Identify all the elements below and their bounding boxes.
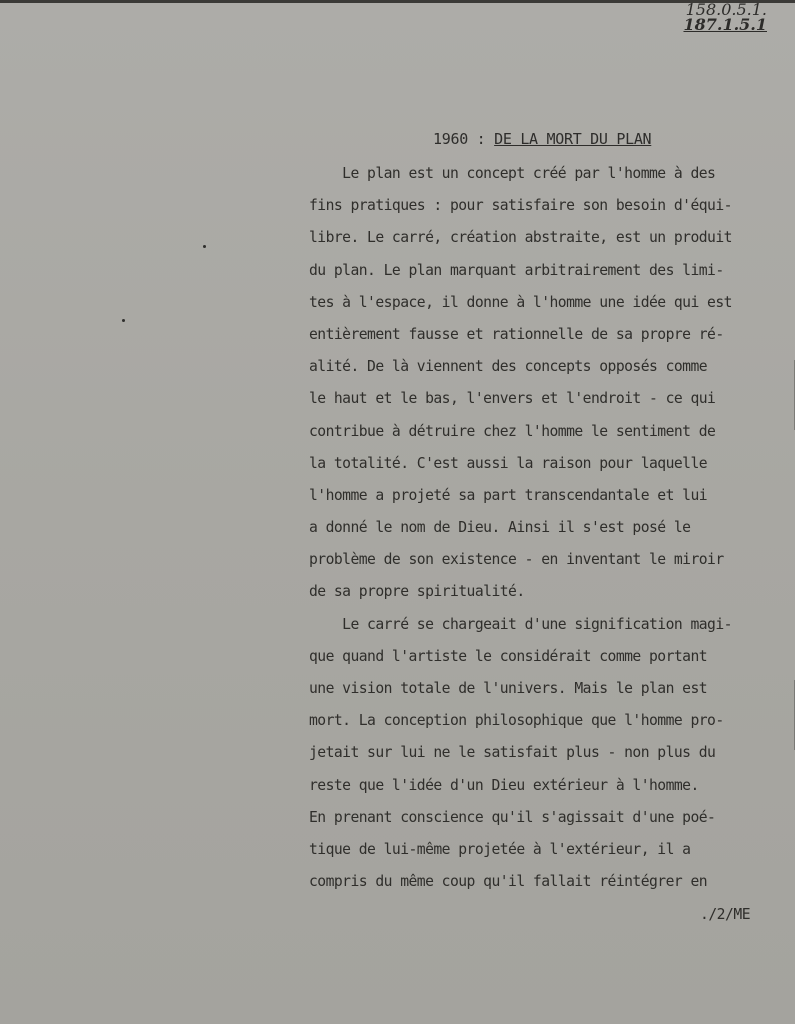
text-line: que quand l'artiste le considérait comme portant: [309, 647, 708, 665]
document-body: [309, 158, 795, 898]
archive-number-1: 158.0.5.1.: [685, 0, 767, 19]
speck: [122, 319, 125, 322]
document-title: [433, 130, 651, 148]
paper-edge-shadow: [784, 360, 795, 430]
text-line: fins pratiques : pour satisfaire son besoin d'équi-: [309, 197, 732, 215]
text-line: alité. De là viennent des concepts opposés comme: [309, 358, 708, 376]
page-top-edge: [0, 0, 795, 3]
speck: [203, 245, 206, 248]
archive-number-2: 187.1.5.1: [683, 15, 767, 34]
text-line: En prenant conscience qu'il s'agissait d'une poé-: [309, 808, 716, 826]
text-line: Le plan est un concept créé par l'homme à des: [309, 165, 716, 182]
text-line: jetait sur lui ne le satisfait plus - non plus du: [309, 744, 716, 762]
text-line: le haut et le bas, l'envers et l'endroit - ce qui: [309, 390, 716, 408]
text-line: mort. La conception philosophique que l'homme pro-: [309, 712, 724, 730]
text-line: Le carré se chargeait d'une signification magi-: [309, 615, 732, 633]
text-line: entièrement fausse et rationnelle de sa propre ré-: [309, 325, 724, 343]
text-line: contribue à détruire chez l'homme le sentiment de: [309, 422, 716, 440]
text-line: reste que l'idée d'un Dieu extérieur à l'homme.: [309, 776, 699, 794]
text-line: compris du même coup qu'il fallait réintégrer en: [309, 873, 708, 891]
text-line: la totalité. C'est aussi la raison pour laquelle: [309, 454, 708, 472]
title-year: 1960 :: [433, 130, 486, 148]
text-line: tes à l'espace, il donne à l'homme une idée qui est: [309, 293, 732, 311]
text-line: libre. Le carré, création abstraite, est un produit: [309, 229, 732, 247]
text-line: une vision totale de l'univers. Mais le plan est: [309, 680, 708, 697]
paper-edge-shadow: [784, 680, 795, 750]
page-continuation-marker: ./2/ME: [700, 906, 751, 923]
text-line: problème de son existence - en inventant le miroir: [309, 551, 724, 569]
text-line: a donné le nom de Dieu. Ainsi il s'est posé le: [309, 519, 691, 537]
text-line: du plan. Le plan marquant arbitrairement des limi-: [309, 261, 724, 279]
text-line: l'homme a projeté sa part transcendantale et lui: [309, 486, 708, 504]
title-heading: DE LA MORT DU PLAN: [494, 130, 652, 148]
text-line: tique de lui-même projetée à l'extérieur, il a: [309, 840, 691, 858]
archive-reference: [683, 2, 767, 32]
text-line: de sa propre spiritualité.: [309, 583, 525, 601]
